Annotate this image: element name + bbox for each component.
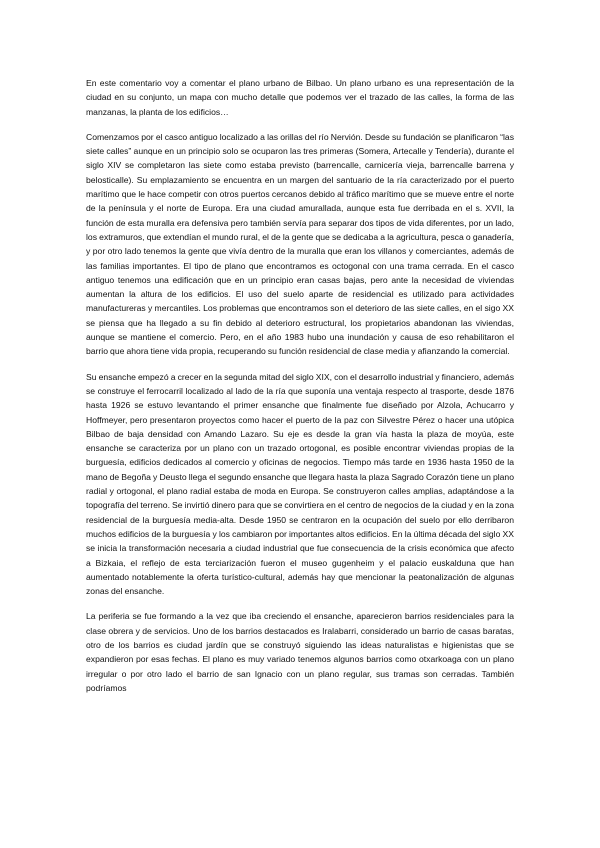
paragraph-ensanche: Su ensanche empezó a crecer en la segunda mitad del siglo XIX, con el desarrollo industrial y financiero, además se construye el ferrocarril localizado al lado de la ría que suponía una ventaja respecto al trasporte, desde 1876 hasta 1926 se estuvo levantando el primer ensanche que finalmente fue diseñado por Alzola, Achucarro y Hoffmeyer, pero presentaron proyectos como hacer el puerto de la paz con Silvestre Pérez o hacer una utópica Bilbao de baja densidad con Amando Lazaro. Su eje es desde la gran vía hasta la plaza de moyúa, este ensanche se caracteriza por un plano con un trazado ortogonal, es posible encontrar viviendas propias de la burguesía, edificios dedicados al comercio y oficinas de negocios. Tiempo más tarde en 1936 hasta 1950 de la mano de Begoña y Deusto llega el segundo ensanche que llegara hasta la plaza Sagrado Corazón tiene un plano radial y ortogonal, el plano radial estaba de moda en Europa. Se construyeron calles amplias, adaptándose a la topografía del terreno. Se invirtió dinero para que se convirtiera en el centro de negocios de la ciudad y en la zona residencial de la burguesía media-alta. Desde 1950 se centraron en la ocupación del suelo por ello derribaron muchos edificios de la burguesía y los cambiaron por importantes altos edificios. En la última década del siglo XX se inicia la transformación necesaria a ciudad industrial que fue consecuencia de la crisis económica que afecto a Bizkaia, el reflejo de esta terciarización fueron el museo gugenheim y el palacio euskalduna que han aumentado notablemente la oferta turístico-cultural, además hay que mencionar la peatonalización de algunas zonas del ensanche. xyxy=(86,371,514,597)
paragraph-casco-antiguo: Comenzamos por el casco antiguo localizado a las orillas del río Nervión. Desde su fundación se planificaron “las siete calles” aunque en un principio solo se ocuparon las tres primeras (Somera, Artecalle y Tendería), durante el siglo XIV se completaron las siete como estaba previsto (barrencalle, carnicería vieja, barrencalle barrena y belosticalle). Su emplazamiento se encuentra en un margen del santuario de la ría caracterizado por el puerto marítimo que le hace competir con otros puertos cercanos debido al tráfico marítimo que se mueve entre el norte de la península y el norte de Europa. Era una ciudad amurallada, aunque esta fue derribada en el s. XVII, la función de esta muralla era defensiva pero también servía para separar dos tipos de vida diferentes, por un lado, los extramuros, que extendían el mundo rural, el de la gente que se dedicaba a la agricultura, pesca o ganadería, y por otro lado tenemos la gente que vivía dentro de la muralla que eran los villanos y comerciantes, además de las familias importantes. El tipo de plano que encontramos es octogonal con una trama cerrada. En el casco antiguo tenemos una edificación que en un principio eran casas bajas, pero ante la necesidad de viviendas aumentan la altura de los edificios. El uso del suelo aparte de residencial es utilizado para actividades manufactureras y mercantiles. Los problemas que encontramos son el deterioro de las siete calles, en el sigo XX se piensa que ha llegado a su fin debido al deterioro estructural, los propietarios abandonan las viviendas, aunque se mantiene el comercio. Pero, en el año 1983 hubo una inundación y causa de eso rehabilitaron el barrio que ahora tiene vida propia, recuperando su función residencial de clase media y afianzando la comercial. xyxy=(86,131,514,357)
paragraph-introduction: En este comentario voy a comentar el plano urbano de Bilbao. Un plano urbano es una representación de la ciudad en su conjunto, un mapa con mucho detalle que podemos ver el trazado de las calles, la forma de las manzanas, la planta de los edificios… xyxy=(86,78,514,117)
document-body xyxy=(86,76,514,705)
paragraph-periferia: La periferia se fue formando a la vez que iba creciendo el ensanche, aparecieron barrios residenciales para la clase obrera y de servicios. Uno de los barrios destacados es Iralabarri, considerado un barrio de casas baratas, otro de los barrios es ciudad jardín que se construyó siguiendo las ideas naturalistas e higienistas que se expandieron por esas fechas. El plano es muy variado tenemos algunos barrios como otxarkoaga con un plano irregular o por otro lado el barrio de san Ignacio con un plano regular, sus tramas son cerradas. También podríamos xyxy=(86,611,514,693)
